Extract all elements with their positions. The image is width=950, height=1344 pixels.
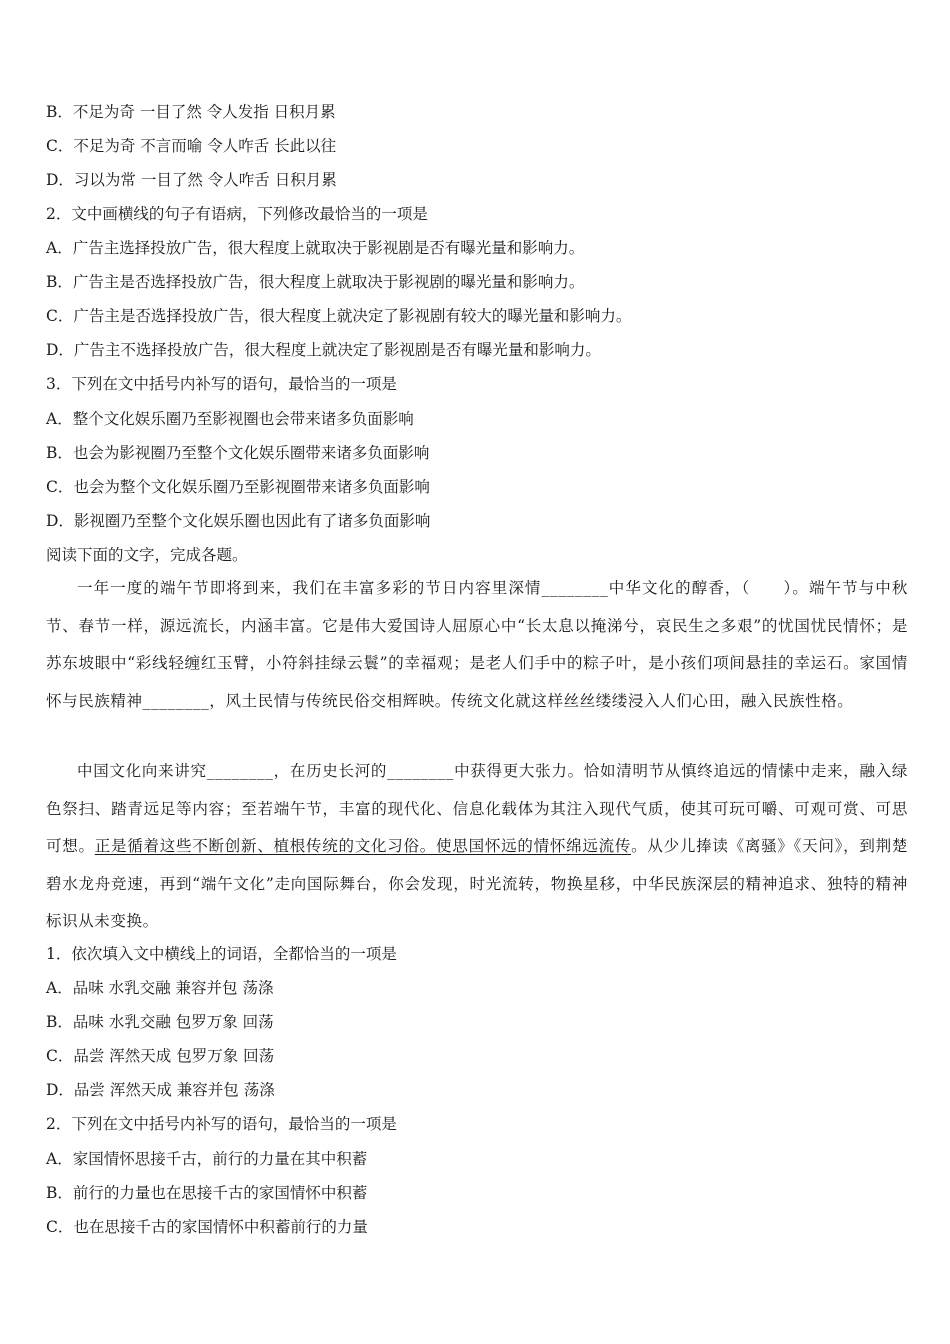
q5-option-a: A．家国情怀思接千古，前行的力量在其中积蓄 bbox=[46, 1150, 368, 1168]
passage-paragraph-2 bbox=[46, 753, 908, 941]
q4-option-d: D．品尝 浑然天成 兼容并包 荡涤 bbox=[46, 1081, 275, 1099]
q4-stem: 1．依次填入文中横线上的词语，全都恰当的一项是 bbox=[46, 945, 397, 963]
q2-option-d: D．广告主不选择投放广告，很大程度上就决定了影视剧是否有曝光量和影响力。 bbox=[46, 341, 601, 359]
q2-stem: 2．文中画横线的句子有语病，下列修改最恰当的一项是 bbox=[46, 205, 428, 223]
q3-option-a: A．整个文化娱乐圈乃至影视圈也会带来诸多负面影响 bbox=[46, 410, 414, 428]
passage-p2-after: 。从少儿捧读《离骚》《天问》，到荆楚碧水龙舟竞速，再到“端午文化”走向国际舞台，你会发现，时光流转，物换星移，中华民族深层的精神追求、独特的精神标识从未变换。 bbox=[46, 837, 908, 930]
q2-option-a: A．广告主选择投放广告，很大程度上就取决于影视剧是否有曝光量和影响力。 bbox=[46, 239, 585, 257]
q4-option-a: A．品味 水乳交融 兼容并包 荡涤 bbox=[46, 979, 274, 997]
passage-p2-before: 中国文化向来讲究________，在历史长河的________中获得更大张力。恰如清明节从慎终追远的情愫中走来，融入绿色祭扫、踏青远足等内容；至若端午节，丰富的现代化、信息化载体为其注入现代气质，使其可玩可嚼、可观可赏、可思可想。 bbox=[46, 762, 908, 855]
q3-option-b: B．也会为影视圈乃至整个文化娱乐圈带来诸多负面影响 bbox=[46, 444, 430, 462]
section-intro: 阅读下面的文字，完成各题。 bbox=[46, 546, 248, 564]
q5-option-b: B．前行的力量也在思接千古的家国情怀中积蓄 bbox=[46, 1184, 368, 1202]
q1-option-b: B．不足为奇 一目了然 令人发指 日积月累 bbox=[46, 103, 336, 121]
q1-option-d: D．习以为常 一目了然 令人咋舌 日积月累 bbox=[46, 171, 337, 189]
q5-option-c: C．也在思接千古的家国情怀中积蓄前行的力量 bbox=[46, 1218, 368, 1236]
q3-option-d: D．影视圈乃至整个文化娱乐圈也因此有了诸多负面影响 bbox=[46, 512, 431, 530]
q3-stem: 3．下列在文中括号内补写的语句，最恰当的一项是 bbox=[46, 375, 397, 393]
passage-paragraph-1: 一年一度的端午节即将到来，我们在丰富多彩的节日内容里深情________中华文化的醇香，（ ）。端午节与中秋节、春节一样，源远流长，内涵丰富。它是伟大爱国诗人屈原心中“长太息以掩涕兮，哀民生之多艰”的忧国忧民情怀；是苏东坡眼中“彩线轻缠红玉臂，小符斜挂绿云鬟”的幸福观；是老人们手中的粽子叶，是小孩们项间悬挂的幸运石。家国情怀与民族精神________，风土民情与传统民俗交相辉映。传统文化就这样丝丝缕缕浸入人们心田，融入民族性格。 bbox=[46, 579, 908, 710]
q4-option-c: C．品尝 浑然天成 包罗万象 回荡 bbox=[46, 1047, 275, 1065]
q3-option-c: C．也会为整个文化娱乐圈乃至影视圈带来诸多负面影响 bbox=[46, 478, 430, 496]
q2-option-b: B．广告主是否选择投放广告，很大程度上就取决于影视剧的曝光量和影响力。 bbox=[46, 273, 585, 291]
q4-option-b: B．品味 水乳交融 包罗万象 回荡 bbox=[46, 1013, 274, 1031]
q2-option-c: C．广告主是否选择投放广告，很大程度上就决定了影视剧有较大的曝光量和影响力。 bbox=[46, 307, 632, 325]
underlined-sentence: 正是循着这些不断创新、植根传统的文化习俗。使思国怀远的情怀绵远流传 bbox=[94, 837, 632, 855]
q5-stem: 2．下列在文中括号内补写的语句，最恰当的一项是 bbox=[46, 1115, 397, 1133]
q1-option-c: C．不足为奇 不言而喻 令人咋舌 长此以往 bbox=[46, 137, 337, 155]
